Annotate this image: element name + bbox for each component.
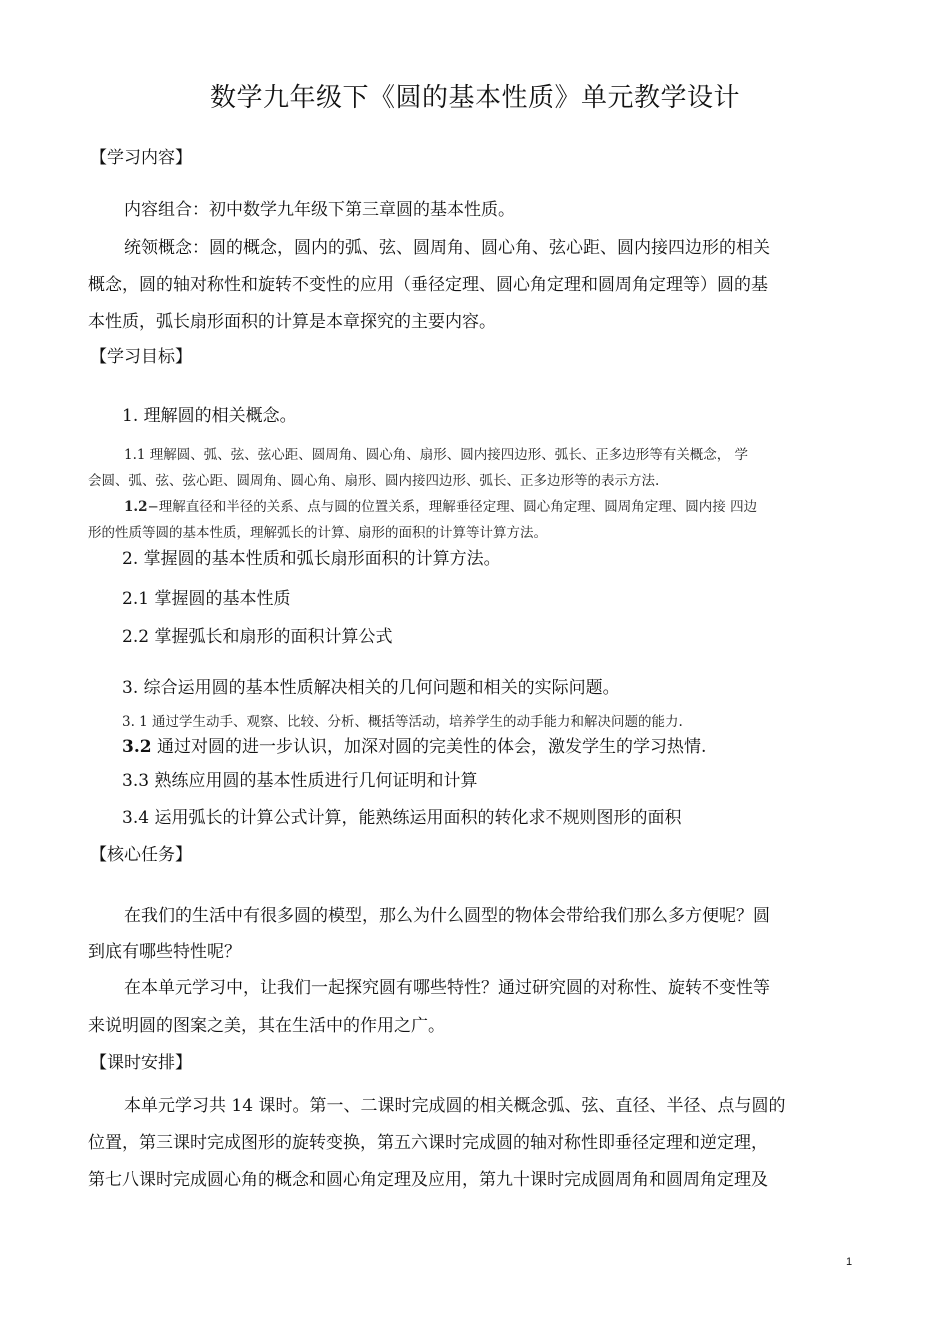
- goal-item-3: 3. 综合运用圆的基本性质解决相关的几何问题和相关的实际问题。: [122, 678, 620, 698]
- goal-item-3-3: 3.3 熟练应用圆的基本性质进行几何证明和计算: [122, 771, 478, 791]
- goal-item-2-2: 2.2 掌握弧长和扇形的面积计算公式: [122, 627, 393, 647]
- section-heading-content: 【学习内容】: [90, 148, 192, 168]
- paragraph-content-combination: 内容组合：初中数学九年级下第三章圆的基本性质。: [124, 200, 515, 220]
- paragraph-line: 第七八课时完成圆心角的概念和圆心角定理及应用，第九十课时完成圆周角和圆周角定理及: [88, 1170, 768, 1190]
- paragraph-line: 统领概念：圆的概念，圆内的弧、弦、圆周角、圆心角、弦心距、圆内接四边形的相关: [124, 238, 770, 258]
- goal-item-1-1: 1.1 理解圆、弧、弦、弦心距、圆周角、圆心角、扇形、圆内接四边形、弧长、正多边形等有关概念， 学: [124, 447, 749, 463]
- goal-number: 3.2: [122, 737, 152, 757]
- goal-text: 通过对圆的进一步认识，加深对圆的完美性的体会，激发学生的学习热情.: [151, 737, 707, 757]
- goal-item-2-1: 2.1 掌握圆的基本性质: [122, 589, 291, 609]
- goal-number: 1.2: [124, 499, 148, 515]
- document-title: 数学九年级下《圆的基本性质》单元教学设计: [209, 83, 740, 113]
- paragraph-line: 位置，第三课时完成图形的旋转变换，第五六课时完成圆的轴对称性即垂径定理和逆定理，: [88, 1133, 768, 1153]
- paragraph-line: 到底有哪些特性呢？: [88, 942, 241, 962]
- goal-item-1: 1. 理解圆的相关概念。: [122, 406, 297, 426]
- page-number: 1: [846, 1256, 853, 1268]
- goal-item-1-1-cont: 会圆、弧、弦、弦心距、圆周角、圆心角、扇形、圆内接四边形、弧长、正多边形等的表示方法.: [88, 473, 660, 489]
- goal-item-3-4: 3.4 运用弧长的计算公式计算，能熟练运用面积的转化求不规则图形的面积: [122, 808, 682, 828]
- paragraph-line: 本性质，弧长扇形面积的计算是本章探究的主要内容。: [88, 312, 496, 332]
- goal-item-3-2: [122, 734, 706, 760]
- paragraph-line: 在我们的生活中有很多圆的模型，那么为什么圆型的物体会带给我们那么多方便呢？圆: [124, 906, 770, 926]
- section-heading-core-task: 【核心任务】: [90, 845, 192, 865]
- paragraph-line: 本单元学习共 14 课时。第一、二课时完成圆的相关概念弧、弦、直径、半径、点与圆的: [124, 1096, 786, 1116]
- goal-item-2: 2. 掌握圆的基本性质和弧长扇形面积的计算方法。: [122, 549, 501, 569]
- section-heading-schedule: 【课时安排】: [90, 1053, 192, 1073]
- section-heading-goals: 【学习目标】: [90, 347, 192, 367]
- paragraph-line: 来说明圆的图案之美，其在生活中的作用之广。: [88, 1016, 445, 1036]
- goal-text: −理解直径和半径的关系、点与圆的位置关系，理解垂径定理、圆心角定理、圆周角定理、圆内接 四边: [147, 499, 758, 515]
- goal-item-1-2: [124, 496, 757, 518]
- goal-item-1-2-cont: 形的性质等圆的基本性质，理解弧长的计算、扇形的面积的计算等计算方法。: [88, 525, 547, 541]
- goal-item-3-1: 3. 1 通过学生动手、观察、比较、分析、概括等活动，培养学生的动手能力和解决问题的能力.: [122, 714, 683, 730]
- paragraph-line: 概念，圆的轴对称性和旋转不变性的应用（垂径定理、圆心角定理和圆周角定理等）圆的基: [88, 275, 768, 295]
- paragraph-line: 在本单元学习中，让我们一起探究圆有哪些特性？通过研究圆的对称性、旋转不变性等: [124, 978, 770, 998]
